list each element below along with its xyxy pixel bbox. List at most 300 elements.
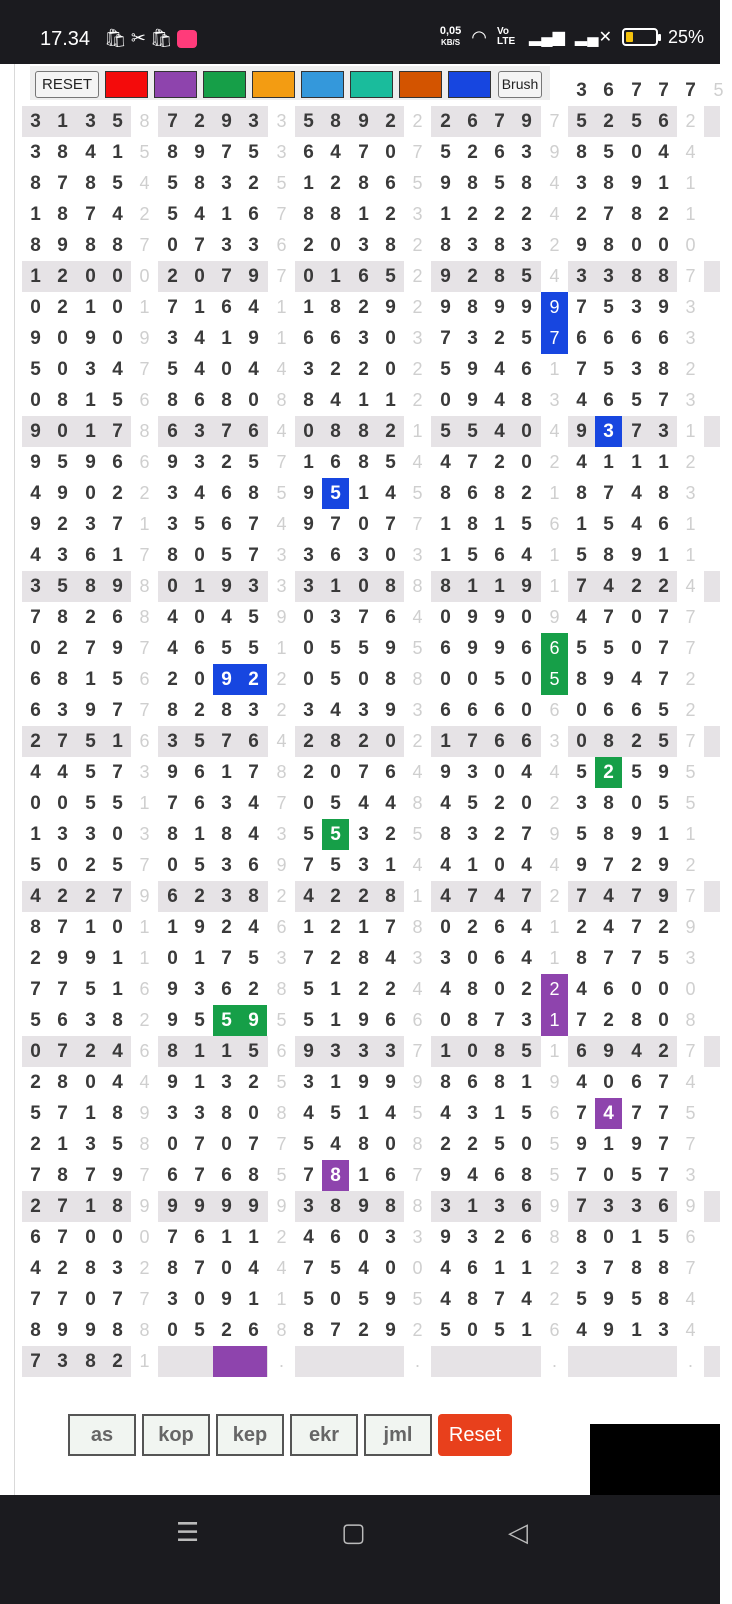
grid-cell[interactable]: 1 — [440, 545, 451, 566]
grid-cell[interactable]: 1 — [385, 390, 396, 411]
grid-cell[interactable]: 4 — [603, 886, 614, 907]
grid-cell[interactable]: 6 — [494, 1165, 505, 1186]
grid-cell[interactable]: 9 — [576, 855, 587, 876]
grid-cell[interactable]: 5 — [603, 638, 614, 659]
grid-cell[interactable]: 4 — [330, 700, 341, 721]
grid-cell[interactable]: 2 — [467, 204, 478, 225]
grid-cell[interactable]: 5 — [85, 793, 96, 814]
grid-cell-placeholder[interactable]: . — [541, 1346, 568, 1377]
grid-cell[interactable]: 0 — [521, 1134, 532, 1155]
grid-cell[interactable]: 7 — [494, 1010, 505, 1031]
grid-cell[interactable]: 0 — [631, 979, 642, 1000]
grid-cell[interactable]: 5 — [112, 390, 123, 411]
grid-cell[interactable]: 4 — [268, 509, 295, 540]
grid-cell[interactable]: 6 — [194, 390, 205, 411]
grid-cell[interactable]: 8 — [167, 700, 178, 721]
grid-cell[interactable]: 6 — [541, 509, 568, 540]
grid-cell[interactable]: 5 — [85, 762, 96, 783]
grid-cell[interactable]: 5 — [467, 545, 478, 566]
grid-cell[interactable]: 7 — [576, 297, 587, 318]
grid-cell[interactable]: 3 — [85, 824, 96, 845]
grid-cell[interactable]: 4 — [494, 421, 505, 442]
grid-cell[interactable]: 6 — [631, 328, 642, 349]
grid-cell[interactable]: 3 — [167, 483, 178, 504]
grid-cell[interactable]: 8 — [30, 1320, 41, 1341]
grid-cell[interactable]: 3 — [467, 328, 478, 349]
grid-cell[interactable]: 3 — [358, 545, 369, 566]
grid-cell[interactable]: 1 — [541, 571, 568, 602]
grid-cell[interactable]: 2 — [404, 261, 431, 292]
swatch-purple[interactable] — [154, 71, 197, 98]
grid-cell[interactable]: 3 — [541, 726, 568, 757]
grid-cell[interactable]: 4 — [541, 850, 568, 881]
grid-cell[interactable]: 6 — [248, 731, 259, 752]
grid-cell[interactable]: 3 — [358, 328, 369, 349]
grid-cell[interactable]: 6 — [131, 664, 158, 695]
grid-cell[interactable]: 3 — [677, 943, 704, 974]
grid-cell[interactable]: 6 — [131, 974, 158, 1005]
grid-cell[interactable]: 8 — [57, 607, 68, 628]
grid-cell[interactable]: 2 — [541, 788, 568, 819]
grid-cell[interactable]: 8 — [576, 1227, 587, 1248]
grid-cell[interactable]: 8 — [404, 912, 431, 943]
grid-cell[interactable]: 2 — [404, 106, 431, 137]
grid-cell[interactable]: 2 — [194, 111, 205, 132]
grid-cell-placeholder[interactable]: . — [677, 1346, 704, 1377]
grid-cell[interactable]: 8 — [404, 1129, 431, 1160]
grid-cell[interactable]: 1 — [541, 478, 568, 509]
grid-cell[interactable]: 7 — [631, 917, 642, 938]
grid-cell[interactable]: 7 — [30, 1165, 41, 1186]
grid-cell[interactable]: 4 — [494, 390, 505, 411]
swatch-light-blue[interactable] — [301, 71, 344, 98]
grid-cell[interactable]: 3 — [358, 855, 369, 876]
grid-cell[interactable]: 6 — [85, 545, 96, 566]
grid-cell[interactable]: 3 — [57, 1351, 68, 1372]
grid-cell[interactable]: 4 — [440, 979, 451, 1000]
grid-cell[interactable]: 3 — [385, 1041, 396, 1062]
grid-cell[interactable]: 7 — [467, 886, 478, 907]
grid-cell[interactable]: 8 — [330, 111, 341, 132]
grid-cell[interactable]: 6 — [194, 1227, 205, 1248]
grid-cell[interactable]: 0 — [85, 266, 96, 287]
grid-cell[interactable]: 0 — [358, 576, 369, 597]
grid-cell[interactable]: 9 — [521, 576, 532, 597]
grid-cell[interactable]: 9 — [248, 266, 259, 287]
grid-cell[interactable]: 7 — [521, 886, 532, 907]
grid-cell[interactable]: 8 — [603, 824, 614, 845]
grid-cell[interactable]: 1 — [248, 1289, 259, 1310]
grid-cell[interactable]: 3 — [677, 1160, 704, 1191]
grid-cell[interactable]: 5 — [303, 979, 314, 1000]
grid-cell[interactable]: 7 — [268, 447, 295, 478]
grid-cell[interactable]: 4 — [112, 1041, 123, 1062]
grid-cell[interactable]: 6 — [467, 1258, 478, 1279]
grid-cell[interactable]: 4 — [658, 142, 669, 163]
grid-cell[interactable]: 6 — [385, 762, 396, 783]
grid-cell[interactable]: 1 — [194, 948, 205, 969]
grid-cell[interactable]: 2 — [404, 292, 431, 323]
grid-cell[interactable]: 2 — [112, 483, 123, 504]
grid-cell[interactable]: 7 — [167, 793, 178, 814]
grid-cell[interactable]: 8 — [521, 173, 532, 194]
grid-cell[interactable]: 5 — [194, 514, 205, 535]
grid-cell[interactable]: 7 — [131, 633, 158, 664]
grid-cell[interactable]: 7 — [303, 1165, 314, 1186]
grid-cell[interactable]: 3 — [521, 142, 532, 163]
grid-cell[interactable]: 7 — [494, 1289, 505, 1310]
grid-cell[interactable]: 7 — [603, 204, 614, 225]
grid-cell[interactable]: 0 — [57, 328, 68, 349]
grid-cell[interactable]: 3 — [85, 1134, 96, 1155]
grid-cell[interactable]: 1 — [221, 1227, 232, 1248]
grid-cell[interactable]: 6 — [30, 700, 41, 721]
grid-cell[interactable]: 9 — [85, 700, 96, 721]
grid-cell[interactable]: 0 — [385, 328, 396, 349]
grid-cell[interactable]: 8 — [248, 886, 259, 907]
grid-cell[interactable]: 7 — [576, 576, 587, 597]
grid-cell[interactable]: 3 — [85, 1010, 96, 1031]
grid-cell[interactable]: 2 — [194, 886, 205, 907]
grid-cell[interactable]: 0 — [194, 607, 205, 628]
grid-cell[interactable]: 1 — [131, 943, 158, 974]
grid-cell[interactable]: 4 — [30, 1258, 41, 1279]
grid-cell[interactable]: 2 — [541, 881, 568, 912]
grid-cell[interactable]: 1 — [358, 917, 369, 938]
grid-cell[interactable]: 6 — [303, 142, 314, 163]
grid-cell[interactable]: 4 — [30, 483, 41, 504]
grid-cell[interactable]: 3 — [167, 1103, 178, 1124]
grid-cell[interactable]: 5 — [303, 111, 314, 132]
grid-cell[interactable]: 8 — [248, 1165, 259, 1186]
grid-cell[interactable]: 7 — [57, 1227, 68, 1248]
grid-cell[interactable]: 7 — [658, 1165, 669, 1186]
grid-cell[interactable]: 4 — [404, 602, 431, 633]
grid-cell[interactable]: 5 — [521, 514, 532, 535]
grid-cell[interactable]: 7 — [677, 881, 704, 912]
grid-cell[interactable]: 3 — [268, 106, 295, 137]
grid-cell[interactable]: 5 — [467, 793, 478, 814]
grid-cell[interactable]: 7 — [57, 917, 68, 938]
grid-cell[interactable]: 5 — [358, 1289, 369, 1310]
grid-cell[interactable]: 2 — [268, 664, 295, 695]
grid-cell[interactable]: 4 — [595, 1098, 622, 1129]
grid-cell[interactable]: 9 — [541, 1067, 568, 1098]
grid-cell[interactable]: 1 — [194, 1072, 205, 1093]
grid-cell[interactable]: 6 — [221, 297, 232, 318]
grid-cell[interactable]: 4 — [268, 416, 295, 447]
grid-cell[interactable]: 7 — [677, 633, 704, 664]
grid-cell[interactable]: 4 — [677, 1315, 704, 1346]
grid-cell[interactable]: 5 — [268, 168, 295, 199]
grid-cell[interactable]: 8 — [268, 1098, 295, 1129]
reset-button[interactable]: Reset — [438, 1414, 512, 1456]
grid-cell[interactable]: 2 — [358, 297, 369, 318]
grid-cell[interactable]: 2 — [385, 824, 396, 845]
grid-cell[interactable]: 7 — [57, 1196, 68, 1217]
grid-cell[interactable]: 0 — [330, 235, 341, 256]
grid-cell[interactable]: 9 — [467, 638, 478, 659]
grid-cell[interactable]: 2 — [85, 855, 96, 876]
grid-cell[interactable]: 3 — [576, 266, 587, 287]
grid-cell[interactable]: 7 — [330, 1320, 341, 1341]
grid-cell[interactable]: 1 — [404, 416, 431, 447]
grid-cell[interactable]: 5 — [322, 478, 349, 509]
grid-cell[interactable]: 0 — [30, 638, 41, 659]
grid-cell[interactable]: 5 — [521, 1041, 532, 1062]
grid-cell[interactable]: 3 — [521, 235, 532, 256]
grid-cell[interactable]: 6 — [541, 1315, 568, 1346]
grid-cell[interactable]: 3 — [576, 80, 587, 101]
grid-cell[interactable]: 9 — [494, 638, 505, 659]
grid-cell[interactable]: 2 — [330, 173, 341, 194]
grid-cell[interactable]: 7 — [112, 421, 123, 442]
grid-cell[interactable]: 1 — [194, 297, 205, 318]
grid-cell[interactable]: 2 — [467, 1134, 478, 1155]
grid-cell[interactable]: 4 — [440, 855, 451, 876]
grid-cell[interactable]: 9 — [57, 948, 68, 969]
grid-cell[interactable]: 5 — [658, 948, 669, 969]
grid-cell[interactable]: 8 — [167, 1258, 178, 1279]
grid-cell[interactable]: 3 — [494, 1196, 505, 1217]
grid-cell[interactable]: 8 — [658, 359, 669, 380]
grid-cell[interactable]: 8 — [576, 142, 587, 163]
grid-cell[interactable]: 5 — [440, 359, 451, 380]
grid-cell[interactable]: 0 — [194, 669, 205, 690]
grid-cell[interactable]: 1 — [358, 483, 369, 504]
grid-cell[interactable]: 6 — [30, 1227, 41, 1248]
grid-cell[interactable]: 2 — [404, 726, 431, 757]
grid-cell[interactable]: 7 — [131, 354, 158, 385]
grid-cell[interactable]: 5 — [268, 1160, 295, 1191]
grid-cell[interactable]: 1 — [440, 1041, 451, 1062]
grid-cell[interactable]: 9 — [268, 850, 295, 881]
grid-cell[interactable]: 6 — [330, 545, 341, 566]
grid-cell[interactable]: 8 — [167, 545, 178, 566]
grid-cell[interactable]: 8 — [330, 731, 341, 752]
grid-cell[interactable]: 7 — [467, 452, 478, 473]
grid-cell[interactable]: 9 — [467, 390, 478, 411]
grid-cell[interactable]: 5 — [521, 328, 532, 349]
grid-cell[interactable]: 3 — [404, 323, 431, 354]
grid-cell[interactable]: 7 — [330, 514, 341, 535]
grid-cell[interactable]: 3 — [677, 385, 704, 416]
grid-cell[interactable]: 3 — [112, 1258, 123, 1279]
grid-cell[interactable]: 9 — [85, 328, 96, 349]
grid-cell[interactable]: 3 — [631, 1196, 642, 1217]
grid-cell[interactable]: 3 — [358, 235, 369, 256]
swatch-green[interactable] — [203, 71, 246, 98]
grid-cell[interactable]: 6 — [576, 328, 587, 349]
grid-cell[interactable]: 4 — [541, 757, 568, 788]
grid-cell[interactable]: 8 — [658, 1289, 669, 1310]
grid-cell[interactable]: 5 — [30, 855, 41, 876]
grid-cell[interactable]: 2 — [595, 757, 622, 788]
grid-cell[interactable]: 8 — [404, 571, 431, 602]
grid-cell[interactable]: 9 — [631, 545, 642, 566]
grid-cell[interactable]: 1 — [330, 1010, 341, 1031]
grid-cell[interactable]: 9 — [167, 1010, 178, 1031]
grid-cell[interactable]: 9 — [385, 297, 396, 318]
grid-cell[interactable]: 8 — [385, 576, 396, 597]
grid-cell[interactable]: 6 — [467, 483, 478, 504]
grid-cell[interactable]: 4 — [677, 137, 704, 168]
grid-cell[interactable]: 6 — [440, 700, 451, 721]
grid-cell[interactable]: 4 — [268, 354, 295, 385]
grid-cell[interactable]: 7 — [385, 514, 396, 535]
grid-cell[interactable]: 4 — [194, 483, 205, 504]
grid-cell[interactable]: 7 — [221, 266, 232, 287]
grid-cell[interactable]: 3 — [221, 1072, 232, 1093]
grid-cell[interactable]: 9 — [248, 328, 259, 349]
grid-cell[interactable]: 4 — [385, 1103, 396, 1124]
grid-cell[interactable]: 6 — [112, 452, 123, 473]
grid-cell[interactable]: 8 — [404, 1191, 431, 1222]
grid-cell[interactable]: 5 — [167, 173, 178, 194]
grid-cell[interactable]: 5 — [440, 421, 451, 442]
grid-cell[interactable]: 4 — [521, 762, 532, 783]
as-button[interactable]: as — [68, 1414, 136, 1456]
grid-cell[interactable]: 7 — [112, 886, 123, 907]
grid-cell[interactable]: 6 — [603, 390, 614, 411]
grid-cell[interactable]: 6 — [194, 793, 205, 814]
grid-cell[interactable]: 1 — [303, 297, 314, 318]
grid-cell[interactable]: 8 — [358, 1134, 369, 1155]
grid-cell[interactable]: 1 — [440, 514, 451, 535]
grid-cell[interactable]: 3 — [658, 421, 669, 442]
grid-cell[interactable]: 7 — [248, 1134, 259, 1155]
grid-cell[interactable]: 1 — [494, 576, 505, 597]
grid-cell[interactable]: 5 — [30, 1010, 41, 1031]
grid-cell[interactable]: 4 — [494, 886, 505, 907]
grid-cell[interactable]: 7 — [603, 483, 614, 504]
grid-cell[interactable]: 5 — [248, 638, 259, 659]
grid-cell[interactable]: 4 — [112, 1072, 123, 1093]
grid-cell[interactable]: 8 — [494, 266, 505, 287]
grid-cell[interactable]: 8 — [248, 483, 259, 504]
grid-cell[interactable]: 7 — [268, 788, 295, 819]
grid-cell[interactable]: 3 — [631, 359, 642, 380]
grid-cell[interactable]: 5 — [494, 1134, 505, 1155]
grid-cell[interactable]: 3 — [221, 235, 232, 256]
grid-cell[interactable]: 4 — [131, 168, 158, 199]
grid-cell[interactable]: 8 — [85, 173, 96, 194]
grid-cell[interactable]: 5 — [330, 1258, 341, 1279]
grid-cell[interactable]: 5 — [248, 607, 259, 628]
grid-cell[interactable]: 1 — [658, 545, 669, 566]
grid-cell[interactable]: 6 — [631, 1072, 642, 1093]
grid-cell[interactable]: 3 — [677, 323, 704, 354]
grid-cell[interactable]: 4 — [404, 757, 431, 788]
grid-cell[interactable]: 8 — [57, 1072, 68, 1093]
grid-cell[interactable]: 2 — [303, 731, 314, 752]
grid-cell[interactable]: 8 — [358, 948, 369, 969]
grid-cell[interactable]: 4 — [221, 607, 232, 628]
grid-cell[interactable]: 1 — [85, 1103, 96, 1124]
grid-cell[interactable]: 1 — [112, 142, 123, 163]
grid-cell[interactable]: 5 — [705, 75, 732, 106]
grid-cell[interactable]: 4 — [631, 483, 642, 504]
ekr-button[interactable]: ekr — [290, 1414, 358, 1456]
grid-cell[interactable]: 8 — [440, 576, 451, 597]
grid-cell[interactable]: 6 — [603, 979, 614, 1000]
grid-cell[interactable]: 1 — [541, 1036, 568, 1067]
grid-cell[interactable]: 9 — [603, 1320, 614, 1341]
grid-cell[interactable]: 1 — [221, 204, 232, 225]
grid-cell[interactable]: 9 — [167, 979, 178, 1000]
grid-cell[interactable]: 8 — [404, 788, 431, 819]
grid-cell[interactable]: 2 — [677, 447, 704, 478]
grid-cell[interactable]: 4 — [541, 199, 568, 230]
grid-cell[interactable]: 8 — [467, 173, 478, 194]
grid-cell[interactable]: 7 — [57, 1103, 68, 1124]
grid-cell[interactable]: 7 — [57, 979, 68, 1000]
grid-cell[interactable]: 5 — [541, 1129, 568, 1160]
grid-cell[interactable]: 5 — [440, 142, 451, 163]
grid-cell[interactable]: 1 — [467, 1196, 478, 1217]
grid-cell[interactable]: 8 — [221, 1103, 232, 1124]
grid-cell[interactable]: 5 — [576, 545, 587, 566]
grid-cell[interactable]: 3 — [358, 824, 369, 845]
grid-cell[interactable]: 7 — [57, 1289, 68, 1310]
grid-cell[interactable]: 4 — [303, 886, 314, 907]
grid-cell[interactable]: 9 — [541, 137, 568, 168]
grid-cell[interactable]: 0 — [30, 1041, 41, 1062]
grid-cell[interactable]: 3 — [167, 731, 178, 752]
grid-cell[interactable]: 6 — [248, 1320, 259, 1341]
grid-cell[interactable]: 4 — [268, 726, 295, 757]
grid-cell[interactable]: 6 — [603, 700, 614, 721]
grid-cell[interactable]: 2 — [658, 576, 669, 597]
grid-cell[interactable]: 5 — [303, 1010, 314, 1031]
grid-cell[interactable]: 5 — [322, 819, 349, 850]
grid-cell[interactable]: 5 — [303, 1134, 314, 1155]
grid-cell[interactable]: 0 — [467, 669, 478, 690]
grid-cell[interactable]: 1 — [131, 1346, 158, 1377]
grid-cell[interactable]: 0 — [131, 261, 158, 292]
grid-cell[interactable]: 5 — [268, 1067, 295, 1098]
grid-cell[interactable]: 0 — [248, 390, 259, 411]
grid-cell[interactable]: 2 — [57, 1258, 68, 1279]
grid-cell[interactable]: 7 — [358, 142, 369, 163]
grid-cell[interactable]: 2 — [494, 204, 505, 225]
grid-cell-highlight[interactable] — [213, 1346, 240, 1377]
grid-cell[interactable]: 8 — [167, 824, 178, 845]
grid-cell[interactable]: 0 — [303, 793, 314, 814]
grid-cell[interactable]: 1 — [85, 421, 96, 442]
grid-cell[interactable]: 5 — [467, 421, 478, 442]
grid-cell[interactable]: 8 — [131, 602, 158, 633]
grid-cell[interactable]: 9 — [167, 452, 178, 473]
grid-cell[interactable]: 8 — [131, 416, 158, 447]
grid-cell[interactable]: 3 — [85, 111, 96, 132]
grid-cell[interactable]: 3 — [358, 700, 369, 721]
grid-cell[interactable]: 7 — [494, 111, 505, 132]
grid-cell[interactable]: 5 — [521, 266, 532, 287]
grid-cell[interactable]: 8 — [131, 1315, 158, 1346]
grid-cell[interactable]: 9 — [131, 323, 158, 354]
grid-cell[interactable]: 7 — [467, 731, 478, 752]
grid-cell[interactable]: 2 — [248, 1072, 259, 1093]
grid-cell[interactable]: 8 — [57, 1165, 68, 1186]
grid-cell[interactable]: 4 — [440, 886, 451, 907]
grid-cell[interactable]: 8 — [440, 483, 451, 504]
grid-cell[interactable]: 9 — [358, 1196, 369, 1217]
grid-cell[interactable]: 4 — [576, 1072, 587, 1093]
swatch-blue[interactable] — [448, 71, 491, 98]
grid-cell[interactable]: 2 — [440, 111, 451, 132]
grid-cell[interactable]: 6 — [167, 1165, 178, 1186]
